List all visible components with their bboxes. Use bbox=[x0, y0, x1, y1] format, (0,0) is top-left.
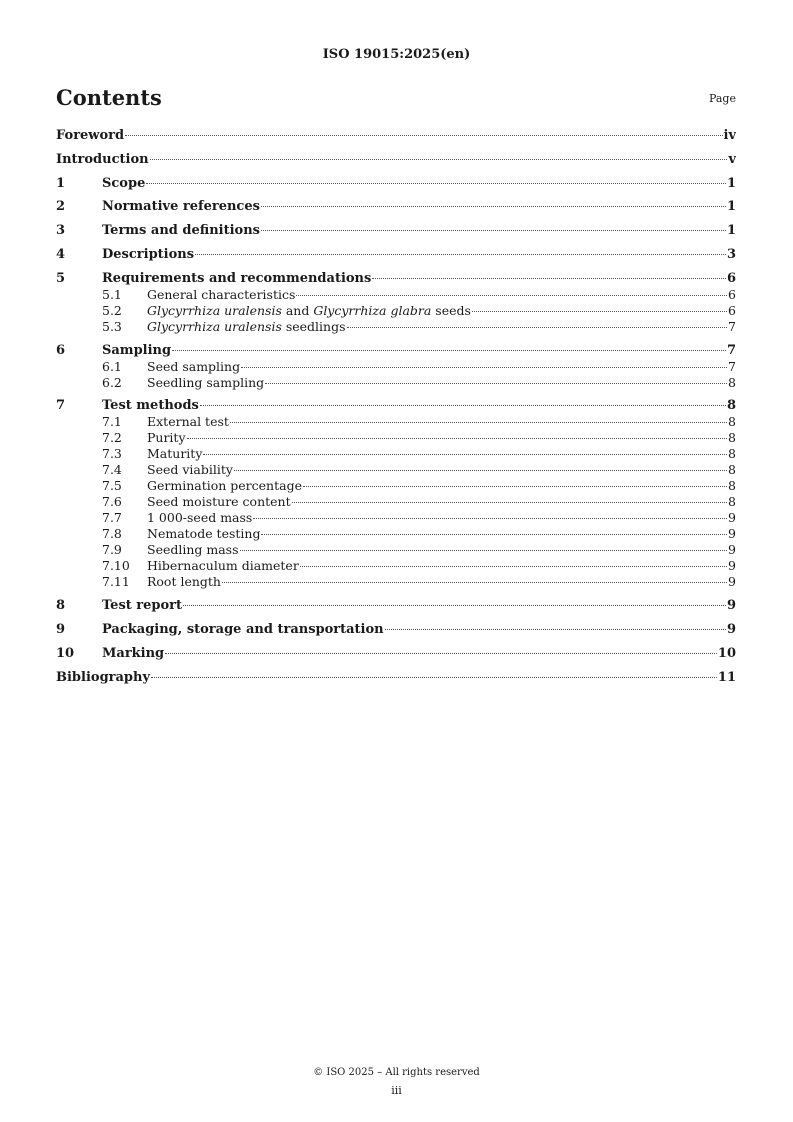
toc-entry-title: Test report bbox=[102, 598, 183, 614]
toc-subentry-title-part: Seed moisture content bbox=[147, 494, 291, 510]
toc-entry-title: Descriptions bbox=[102, 246, 195, 262]
toc-entry-title: Test methods bbox=[102, 398, 199, 414]
dot-leader bbox=[253, 518, 727, 519]
toc-entry-number: 8 bbox=[56, 598, 66, 614]
toc-subentry-page: 7 bbox=[728, 318, 736, 334]
toc-subentry-page: 8 bbox=[728, 478, 736, 494]
dot-leader bbox=[261, 206, 726, 207]
contents-title: Contents bbox=[56, 85, 162, 110]
toc-subentry-title-part: Germination percentage bbox=[147, 478, 302, 494]
toc-entry[interactable] bbox=[56, 670, 736, 686]
toc-subentry-title-part: Glycyrrhiza uralensis bbox=[147, 318, 282, 334]
dot-leader bbox=[230, 422, 727, 423]
toc-subentry-title-part: External test bbox=[147, 414, 229, 430]
toc-subentry-number: 7.7 bbox=[102, 510, 122, 526]
toc-entry-number: 7 bbox=[56, 398, 66, 414]
toc-entry[interactable] bbox=[56, 598, 736, 614]
toc-subentry[interactable] bbox=[56, 574, 736, 590]
toc-subentry-title bbox=[147, 319, 346, 335]
toc-entry-title: Packaging, storage and transportation bbox=[102, 621, 384, 637]
toc-subentry-page: 7 bbox=[728, 358, 736, 374]
toc-subentry-page: 9 bbox=[728, 542, 736, 558]
toc-subentry-title-part: Seedling mass bbox=[147, 542, 239, 558]
toc-entry[interactable] bbox=[56, 343, 736, 359]
toc-subentry-number: 7.6 bbox=[102, 494, 122, 510]
toc-subentry-title-part: Nematode testing bbox=[147, 526, 261, 542]
toc-entry-number: 2 bbox=[56, 199, 66, 215]
toc-subentry-title bbox=[147, 526, 260, 542]
toc-subentry-page: 9 bbox=[728, 526, 736, 542]
toc-subentry-number: 7.10 bbox=[102, 558, 130, 574]
dot-leader bbox=[261, 534, 727, 535]
toc-subentry-title-part: Root length bbox=[147, 574, 221, 590]
toc-subentry-title-part: 1 000-seed mass bbox=[147, 510, 253, 526]
dot-leader bbox=[151, 677, 717, 678]
toc-subentry-title bbox=[147, 478, 302, 494]
toc-subentry[interactable] bbox=[56, 446, 736, 462]
toc-subentry[interactable] bbox=[56, 478, 736, 494]
toc-subentry-title bbox=[147, 558, 299, 574]
toc-entry-title: Scope bbox=[102, 175, 146, 191]
toc-subentry[interactable] bbox=[56, 510, 736, 526]
toc-entry-page: 3 bbox=[726, 246, 736, 262]
toc-subentry[interactable] bbox=[56, 494, 736, 510]
toc-entry[interactable] bbox=[56, 247, 736, 263]
toc-subentry-title-part: Purity bbox=[147, 430, 186, 446]
toc-entry-page: iv bbox=[723, 128, 736, 143]
toc-subentry-number: 5.1 bbox=[102, 286, 122, 302]
toc-subentry-title-part: Glycyrrhiza glabra bbox=[313, 302, 432, 318]
toc-subentry-title-part: Seed viability bbox=[147, 462, 233, 478]
toc-subentry-number: 7.3 bbox=[102, 446, 122, 462]
dot-leader bbox=[146, 183, 726, 184]
toc-entry-page: v bbox=[728, 151, 736, 167]
toc-entry-number: 10 bbox=[56, 645, 75, 661]
toc-subentry-page: 9 bbox=[728, 510, 736, 526]
toc-subentry-title-part: seeds bbox=[431, 302, 471, 318]
dot-leader bbox=[234, 470, 727, 471]
toc-subentry-page: 8 bbox=[728, 462, 736, 478]
toc-subentry-page: 8 bbox=[728, 414, 736, 430]
toc-subentry-title-part: seedlings bbox=[281, 318, 346, 334]
toc-subentry-number: 5.2 bbox=[102, 302, 122, 318]
toc-subentry-title bbox=[147, 303, 471, 319]
toc-entry-title: Foreword bbox=[56, 128, 125, 143]
dot-leader bbox=[261, 230, 726, 231]
toc-entry-title: Introduction bbox=[56, 151, 149, 167]
toc-subentry[interactable] bbox=[56, 414, 736, 430]
dot-leader bbox=[125, 135, 722, 136]
toc-subentry-title bbox=[147, 462, 233, 478]
toc-subentry-title-part: Maturity bbox=[147, 446, 203, 462]
toc-subentry-title bbox=[147, 359, 240, 375]
table-of-contents bbox=[56, 128, 736, 693]
dot-leader bbox=[347, 327, 728, 328]
toc-subentry-number: 7.5 bbox=[102, 478, 122, 494]
toc-subentry[interactable] bbox=[56, 462, 736, 478]
toc-entry[interactable] bbox=[56, 176, 736, 192]
toc-subentry-number: 6.1 bbox=[102, 358, 122, 374]
page-column-label: Page bbox=[708, 92, 736, 105]
dot-leader bbox=[472, 311, 727, 312]
toc-subentry-title-part: General characteristics bbox=[147, 286, 296, 302]
toc-subentry[interactable] bbox=[56, 558, 736, 574]
toc-entry-number: 3 bbox=[56, 223, 66, 239]
toc-entry-page: 8 bbox=[726, 398, 736, 414]
toc-subentry[interactable] bbox=[56, 303, 736, 319]
toc-subentry-title bbox=[147, 430, 186, 446]
toc-entry[interactable] bbox=[56, 199, 736, 215]
dot-leader bbox=[187, 438, 728, 439]
toc-subentry-title-part: Hibernaculum diameter bbox=[147, 558, 299, 574]
dot-leader bbox=[292, 502, 727, 503]
toc-entry-title: Sampling bbox=[102, 342, 172, 358]
toc-subentry-title-part: Seedling sampling bbox=[147, 374, 265, 390]
dot-leader bbox=[222, 582, 727, 583]
toc-subentry[interactable] bbox=[56, 542, 736, 558]
footer-copyright: © ISO 2025 – All rights reserved bbox=[313, 1067, 480, 1078]
toc-entry-title: Marking bbox=[102, 645, 165, 661]
toc-entry-page: 9 bbox=[726, 598, 736, 614]
toc-subentry-title bbox=[147, 414, 229, 430]
dot-leader bbox=[372, 278, 726, 279]
toc-subentry-page: 8 bbox=[728, 494, 736, 510]
toc-entry-page: 1 bbox=[726, 199, 736, 215]
toc-subentry[interactable] bbox=[56, 287, 736, 303]
toc-subentry-page: 6 bbox=[728, 302, 736, 318]
toc-entry-number: 1 bbox=[56, 175, 66, 191]
dot-leader bbox=[150, 159, 728, 160]
toc-subentry-number: 5.3 bbox=[102, 318, 122, 334]
toc-entry-page: 7 bbox=[726, 342, 736, 358]
toc-subentry-title bbox=[147, 510, 252, 526]
toc-subentry-number: 7.2 bbox=[102, 430, 122, 446]
toc-entry-title: Normative references bbox=[102, 199, 260, 215]
toc-subentry[interactable] bbox=[56, 375, 736, 391]
toc-entry-page: 9 bbox=[726, 621, 736, 637]
toc-subentry-title bbox=[147, 574, 221, 590]
toc-subentry-title bbox=[147, 494, 291, 510]
toc-entry-number: 4 bbox=[56, 246, 66, 262]
toc-subentry-title-part: Glycyrrhiza uralensis bbox=[147, 302, 282, 318]
toc-subentry[interactable] bbox=[56, 359, 736, 375]
toc-subentry-number: 6.2 bbox=[102, 374, 122, 390]
toc-subentry-title bbox=[147, 542, 239, 558]
dot-leader bbox=[172, 350, 726, 351]
toc-subentry-page: 9 bbox=[728, 574, 736, 590]
dot-leader bbox=[300, 566, 727, 567]
dot-leader bbox=[265, 383, 727, 384]
toc-subentry-title bbox=[147, 446, 202, 462]
dot-leader bbox=[183, 605, 726, 606]
toc-subentry-number: 7.8 bbox=[102, 526, 122, 542]
toc-entry-title: Bibliography bbox=[56, 669, 151, 685]
toc-subentry-page: 6 bbox=[728, 286, 736, 302]
dot-leader bbox=[385, 629, 726, 630]
toc-subentry-page: 8 bbox=[728, 430, 736, 446]
toc-entry-number: 6 bbox=[56, 342, 66, 358]
toc-entry-page: 1 bbox=[726, 223, 736, 239]
toc-entry[interactable] bbox=[56, 271, 736, 287]
toc-entry-page: 11 bbox=[717, 669, 736, 685]
toc-subentry-page: 9 bbox=[728, 558, 736, 574]
toc-entry-page: 10 bbox=[717, 645, 736, 661]
toc-subentry[interactable] bbox=[56, 430, 736, 446]
toc-subentry-number: 7.1 bbox=[102, 414, 122, 430]
dot-leader bbox=[203, 454, 727, 455]
toc-subentry-title bbox=[147, 375, 264, 391]
toc-entry-title: Requirements and recommendations bbox=[102, 270, 372, 286]
toc-subentry-number: 7.4 bbox=[102, 462, 122, 478]
toc-entry-page: 1 bbox=[726, 175, 736, 191]
dot-leader bbox=[241, 367, 727, 368]
toc-entry[interactable] bbox=[56, 223, 736, 239]
toc-entry[interactable] bbox=[56, 128, 736, 144]
toc-subentry-number: 7.11 bbox=[102, 574, 130, 590]
toc-entry[interactable] bbox=[56, 152, 736, 168]
toc-entry[interactable] bbox=[56, 646, 736, 662]
dot-leader bbox=[200, 405, 726, 406]
toc-subentry-title-part: Seed sampling bbox=[147, 358, 241, 374]
toc-subentry-page: 8 bbox=[728, 374, 736, 390]
toc-entry-number: 9 bbox=[56, 621, 66, 637]
toc-subentry-number: 7.9 bbox=[102, 542, 122, 558]
toc-subentry[interactable] bbox=[56, 526, 736, 542]
dot-leader bbox=[303, 486, 727, 487]
dot-leader bbox=[240, 550, 728, 551]
toc-entry[interactable] bbox=[56, 622, 736, 638]
toc-entry-page: 6 bbox=[726, 270, 736, 286]
toc-subentry-page: 8 bbox=[728, 446, 736, 462]
toc-subentry-title bbox=[147, 287, 295, 303]
toc-entry[interactable] bbox=[56, 398, 736, 414]
toc-entry-number: 5 bbox=[56, 270, 66, 286]
toc-entry-title: Terms and definitions bbox=[102, 223, 260, 239]
toc-subentry-title-part: and bbox=[281, 302, 314, 318]
footer-page-number: iii bbox=[391, 1084, 402, 1097]
document-header: ISO 19015:2025(en) bbox=[322, 47, 471, 62]
dot-leader bbox=[165, 653, 717, 654]
toc-subentry[interactable] bbox=[56, 319, 736, 335]
dot-leader bbox=[195, 254, 726, 255]
dot-leader bbox=[296, 295, 727, 296]
